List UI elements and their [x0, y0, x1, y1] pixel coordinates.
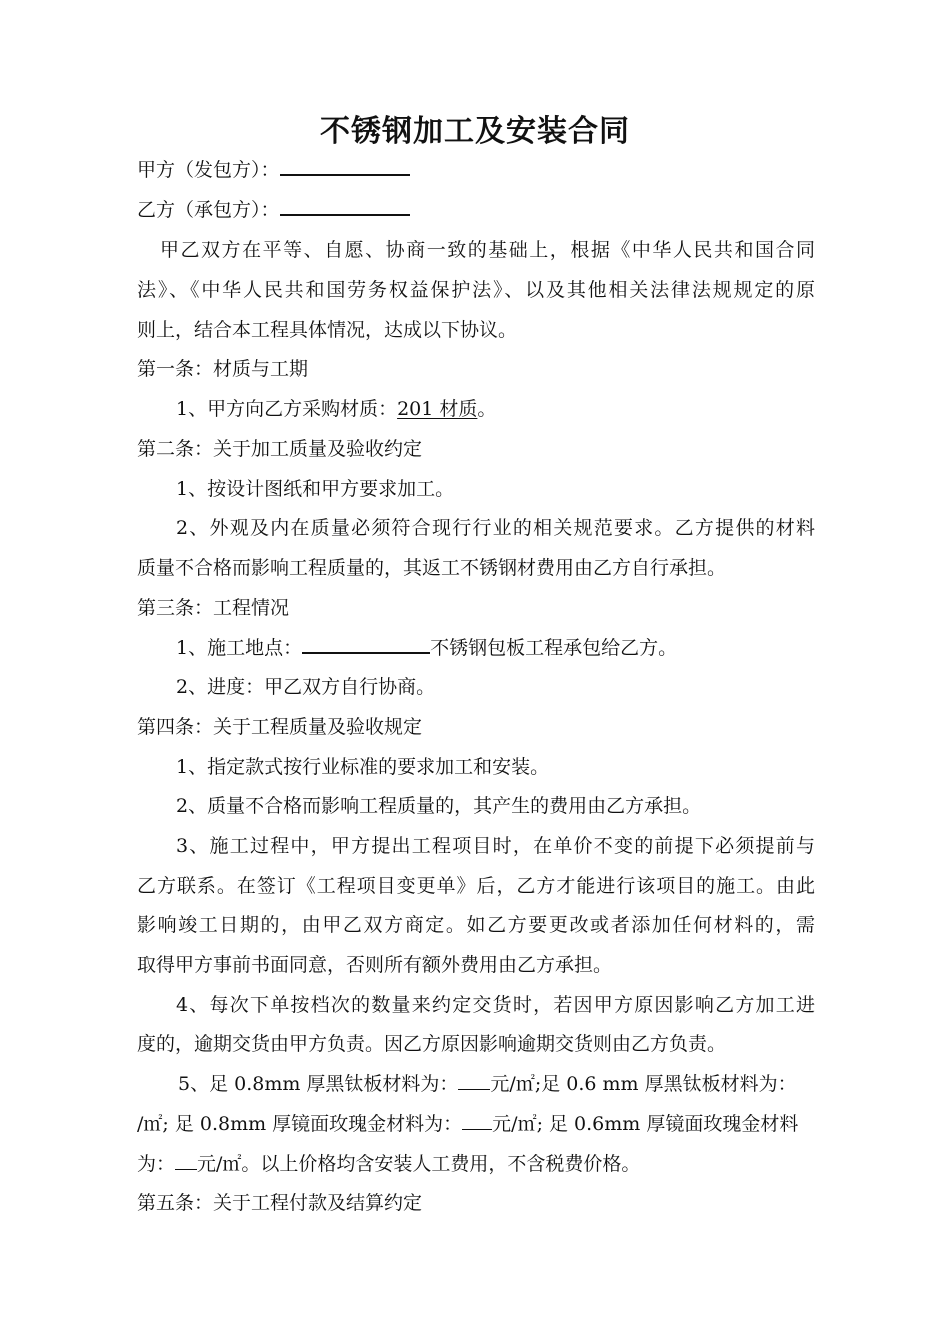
party-a-label: 甲方（发包方）：: [137, 159, 280, 181]
article-4-item-3-line-4: 取得甲方事前书面同意，否则所有额外费用由乙方承担。: [137, 954, 613, 976]
article-4-item-3-line-1: 3、施工过程中，甲方提出工程项目时，在单价不变的前提下必须提前与: [176, 835, 815, 857]
article-4-item-4-line-2: 度的，逾期交货由甲方负责。因乙方原因影响逾期交货则由乙方负责。: [137, 1033, 727, 1055]
article-4-heading: 第四条：关于工程质量及验收规定: [137, 716, 423, 738]
price-blank-4: [175, 1153, 197, 1170]
party-b-line: [137, 196, 410, 224]
article-4-item-3-line-2: 乙方联系。在签订《工程项目变更单》后，乙方才能进行该项目的施工。由此: [137, 875, 815, 897]
party-b-blank: [280, 198, 410, 216]
article-3-item-1: 1、施工地点： 不锈钢包板工程承包给乙方。: [176, 637, 678, 659]
article-4-item-5-line-3: 为： 元/㎡。以上价格均含安装人工费用，不含税费价格。: [137, 1153, 641, 1175]
article-2-heading: 第二条：关于加工质量及验收约定: [137, 438, 423, 460]
preamble-line-2: 法》、《中华人民共和国劳务权益保护法》、以及其他相关法律法规规定的原: [137, 279, 815, 301]
party-a-blank: [280, 158, 410, 176]
article-3-heading: 第三条：工程情况: [137, 597, 290, 619]
article-2-item-2-line-1: 2、外观及内在质量必须符合现行行业的相关规范要求。乙方提供的材料: [176, 517, 815, 539]
site-blank: [302, 636, 430, 654]
article-1-item-1: 1、甲方向乙方采购材质：201 材质。: [176, 398, 497, 420]
material-value: 201 材质: [397, 398, 478, 420]
article-1-heading: 第一条：材质与工期: [137, 358, 309, 380]
article-4-item-5-line-1: 5、足 0.8mm 厚黑钛板材料为： 元/㎡;足 0.6 mm 厚黑钛板材料为：: [178, 1073, 797, 1095]
article-4-item-4-line-1: 4、每次下单按档次的数量来约定交货时，若因甲方原因影响乙方加工进: [176, 994, 815, 1016]
article-4-item-2: 2、质量不合格而影响工程质量的，其产生的费用由乙方承担。: [176, 795, 702, 817]
article-4-item-1: 1、指定款式按行业标准的要求加工和安装。: [176, 756, 550, 778]
article-4-item-3-line-3: 影响竣工日期的，由甲乙双方商定。如乙方要更改或者添加任何材料的，需: [137, 914, 815, 936]
party-b-label: 乙方（承包方）：: [137, 199, 280, 221]
price-blank-3: [462, 1113, 492, 1130]
article-5-heading: 第五条：关于工程付款及结算约定: [137, 1192, 423, 1214]
contract-title: 不锈钢加工及安装合同: [320, 114, 630, 149]
article-2-item-1: 1、按设计图纸和甲方要求加工。: [176, 478, 455, 500]
preamble-line-1: 甲乙双方在平等、自愿、协商一致的基础上，根据《中华人民共和国合同: [160, 239, 815, 261]
article-2-item-2-line-2: 质量不合格而影响工程质量的，其返工不锈钢材费用由乙方自行承担。: [137, 557, 727, 579]
article-3-item-2: 2、进度：甲乙双方自行协商。: [176, 676, 436, 698]
price-blank-1: [458, 1073, 490, 1090]
party-a-line: [137, 156, 410, 184]
preamble-line-3: 则上，结合本工程具体情况，达成以下协议。: [137, 319, 518, 341]
article-4-item-5-line-2: /㎡; 足 0.8mm 厚镜面玫瑰金材料为： 元/㎡; 足 0.6mm 厚镜面玫瑰金材料: [137, 1113, 799, 1135]
